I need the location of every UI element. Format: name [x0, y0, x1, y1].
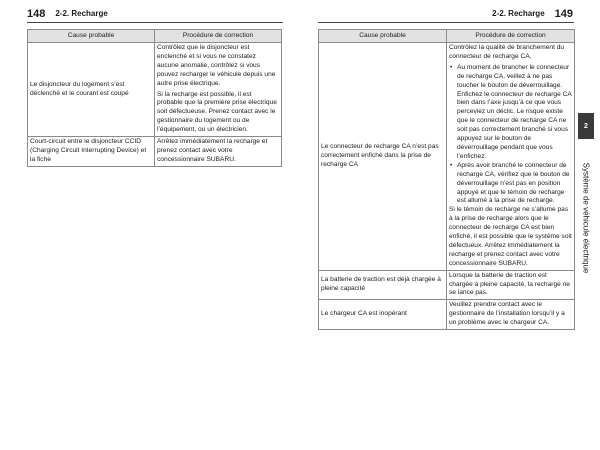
left-header-rule [27, 22, 283, 23]
cause-cell: Le disjoncteur du logement s’est déclenché et le courant est coupé [28, 43, 155, 137]
procedure-cell: Veuillez prendre contact avec le gestionnaire de l’installation lorsqu’il y a un problème avec le chargeur CA. [447, 300, 575, 330]
left-page-header [27, 8, 108, 20]
procedure-cell [155, 43, 282, 137]
header-procedure: Procédure de correction [447, 30, 575, 43]
table-row [319, 43, 575, 271]
chapter-number: 2 [584, 122, 588, 130]
procedure-paragraph: Si le témoin de recharge ne s’allume pas à la prise de recharge alors que le connecteur de recharge CA est bien enfiché, il est possible que le système soit défectueux. Arrêtez immédiatement la recharge et prenez contact avec votre concessionnaire SUBARU. [449, 206, 572, 267]
header-procedure: Procédure de correction [155, 30, 282, 43]
list-item: • Après avoir branché le connecteur de recharge CA, vérifiez que le bouton de déverrouillage n’est pas en position appuyé et que le témoin de recharge est allumé à la prise de recharge. [457, 162, 572, 207]
procedure-cell: Lorsque la batterie de traction est chargée à pleine capacité, la recharge ne se lance pas. [447, 270, 575, 300]
list-item: • Au moment de brancher le connecteur de recharge CA, veillez à ne pas toucher le bouton de déverrouillage. Enfichez le connecteur de recharge CA bien dans l’axe jusqu’à ce que vous perceviez un déclic. Le risque existe que le connecteur de recharge CA ne soit pas correctement branché si vous appuyez sur le bouton de déverrouillage pendant que vous l’enfichez. [457, 64, 572, 162]
left-page-number: 148 [27, 8, 46, 20]
procedure-bullet-list [449, 64, 572, 207]
table-header-row [28, 30, 282, 43]
right-section-title: 2-2. Recharge [492, 9, 545, 18]
right-page-number: 149 [554, 8, 573, 20]
right-page-header [492, 8, 573, 20]
chapter-title: Système de véhicule électrique [581, 162, 591, 274]
right-header-rule [318, 22, 574, 23]
cause-cell: La batterie de traction est déjà chargée à pleine capacité [319, 270, 447, 300]
procedure-cell [447, 43, 575, 271]
procedure-cell [155, 137, 282, 167]
procedure-paragraph: Contrôlez la qualité de branchement du connecteur de recharge CA. [449, 44, 565, 60]
header-cause: Cause probable [28, 30, 155, 43]
table-row [28, 137, 282, 167]
cause-cell: Court-circuit entre le disjoncteur CCID (Charging Circuit Interrupting Device) et la fiche [28, 137, 155, 167]
procedure-paragraph: Arrêtez immédiatement la recharge et prenez contact avec votre concessionnaire SUBARU. [157, 138, 268, 163]
table-header-row [319, 30, 575, 43]
right-troubleshooting-table [318, 29, 575, 330]
procedure-paragraph: Contrôlez que le disjoncteur est enclenché et si vous ne constatez aucune anomalie, contrôlez si vous pouvez recharger le véhicule depuis une autre prise électrique. [157, 44, 276, 87]
cause-cell: Le connecteur de recharge CA n’est pas correctement enfiché dans la prise de recharge CA [319, 43, 447, 271]
table-row [28, 43, 282, 137]
table-row [319, 270, 575, 300]
chapter-tab [578, 113, 594, 139]
cause-cell: Le chargeur CA est inopérant [319, 300, 447, 330]
procedure-paragraph: Si la recharge est possible, il est probable que la première prise électrique soit défectueuse. Prenez contact avec le gestionnaire du logement ou de l’équipement, ou un électricien. [157, 90, 277, 134]
table-row [319, 300, 575, 330]
left-troubleshooting-table [27, 29, 282, 167]
header-cause: Cause probable [319, 30, 447, 43]
left-section-title: 2-2. Recharge [55, 9, 108, 18]
